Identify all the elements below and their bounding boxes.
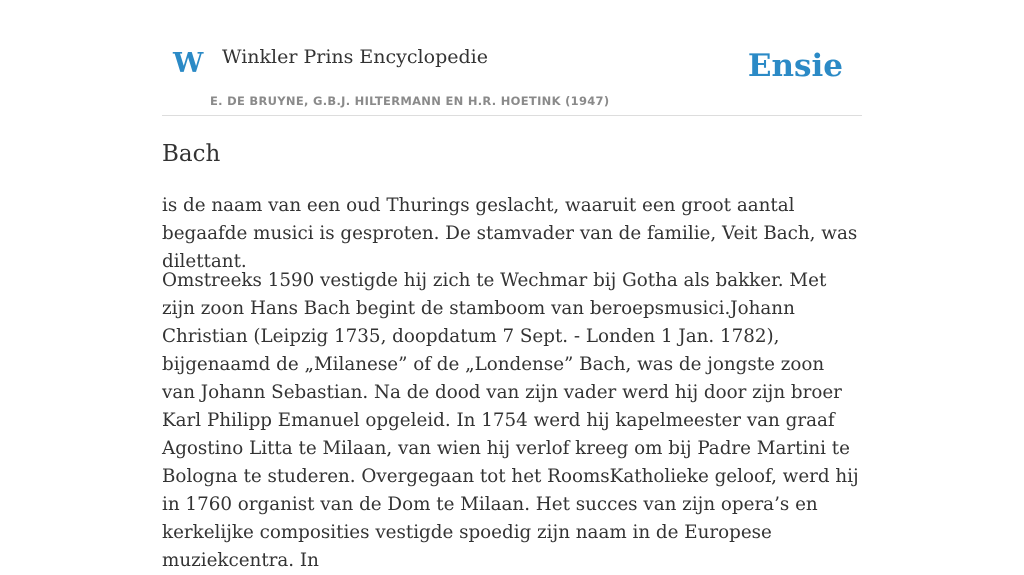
site-logo-icon[interactable]: W bbox=[173, 48, 204, 79]
site-header bbox=[162, 0, 862, 116]
article-paragraph: is de naam van een oud Thurings geslacht, waaruit een groot aantal begaafde musici is gesproten. De stamvader van de familie, Veit Bach, was dilettant. bbox=[162, 195, 858, 272]
site-title[interactable]: Winkler Prins Encyclopedie bbox=[222, 46, 488, 68]
page-container bbox=[162, 0, 862, 571]
article-title: Bach bbox=[162, 141, 221, 167]
brand-logo[interactable]: Ensie bbox=[747, 48, 843, 84]
article-paragraph: Omstreeks 1590 vestigde hij zich te Wechmar bij Gotha als bakker. Met zijn zoon Hans Bach begint de stamboom van beroepsmusici.Johann Christian (Leipzig 1735, doopdatum 7 Sept. - Londen 1 Jan. 1782), bijgenaamd de „Milanese” of de „Londense” Bach, was de jongste zoon van Johann Sebastian. Na de dood van zijn vader werd hij door zijn broer Karl Philipp Emanuel opgeleid. In 1754 werd hij kapelmeester van graaf Agostino Litta te Milaan, van wien hij verlof kreeg om bij Padre Martini te Bologna te studeren. Overgegaan tot het RoomsKatholieke geloof, werd hij in 1760 organist van de Dom te Milaan. Het succes van zijn opera’s en kerkelijke composities vestigde spoedig zijn naam in de Europese muziekcentra. In bbox=[162, 270, 859, 571]
site-subtitle: E. DE BRUYNE, G.B.J. HILTERMANN EN H.R. HOETINK (1947) bbox=[210, 94, 610, 108]
